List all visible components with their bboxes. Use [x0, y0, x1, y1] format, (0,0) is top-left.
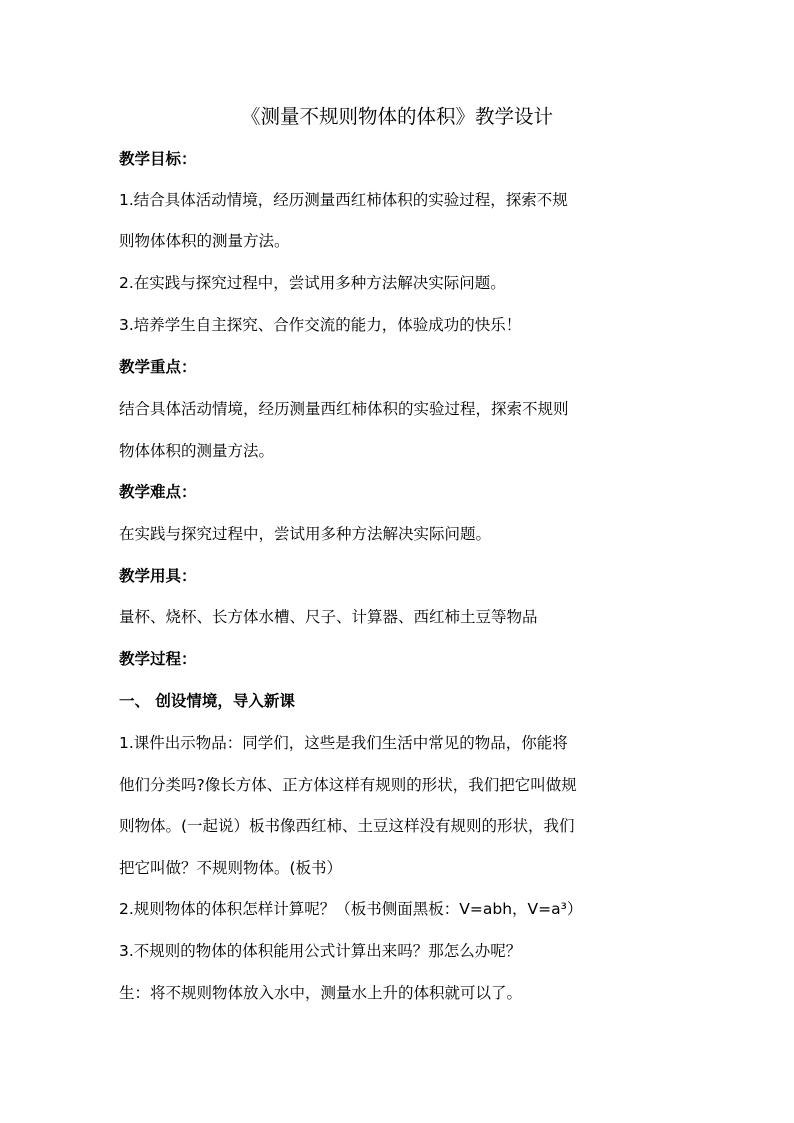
section-1-heading: 一、 创设情境，导入新课	[119, 691, 295, 710]
paragraph-1-line-1: 1.课件出示物品：同学们，这些是我们生活中常见的物品，你能将	[119, 734, 568, 752]
document-title: 《测量不规则物体的体积》教学设计	[240, 105, 553, 128]
tools-line-1: 量杯、烧杯、长方体水槽、尺子、计算器、西红柿土豆等物品	[119, 608, 538, 626]
key-points-line-2: 物体体积的测量方法。	[119, 442, 275, 460]
paragraph-4: 生：将不规则物体放入水中，测量水上升的体积就可以了。	[119, 984, 523, 1002]
difficulties-heading: 教学难点：	[119, 482, 197, 501]
paragraph-1-line-2: 他们分类吗?像长方体、正方体这样有规则的形状，我们把它叫做规	[119, 776, 577, 794]
objectives-heading: 教学目标：	[119, 149, 197, 168]
paragraph-2: 2.规则物体的体积怎样计算呢？（板书侧面黑板：V=abh，V=a³）	[119, 900, 583, 918]
objective-3: 3.培养学生自主探究、合作交流的能力，体验成功的快乐！	[119, 316, 522, 334]
process-heading: 教学过程：	[119, 649, 197, 668]
objective-1-line-2: 则物体体积的测量方法。	[119, 232, 290, 250]
tools-heading: 教学用具：	[119, 566, 197, 585]
key-points-heading: 教学重点：	[119, 357, 197, 376]
difficulties-line-1: 在实践与探究过程中，尝试用多种方法解决实际问题。	[119, 525, 492, 543]
paragraph-1-line-3: 则物体。(一起说）板书像西红柿、土豆这样没有规则的形状，我们	[119, 817, 575, 835]
objective-2: 2.在实践与探究过程中，尝试用多种方法解决实际问题。	[119, 274, 506, 292]
paragraph-1-line-4: 把它叫做？不规则物体。(板书）	[119, 859, 343, 877]
paragraph-3: 3.不规则的物体的体积能用公式计算出来吗？那怎么办呢？	[119, 942, 522, 960]
key-points-line-1: 结合具体活动情境，经历测量西红柿体积的实验过程，探索不规则	[119, 400, 569, 418]
objective-1-line-1: 1.结合具体活动情境，经历测量西红柿体积的实验过程，探索不规	[119, 191, 568, 209]
